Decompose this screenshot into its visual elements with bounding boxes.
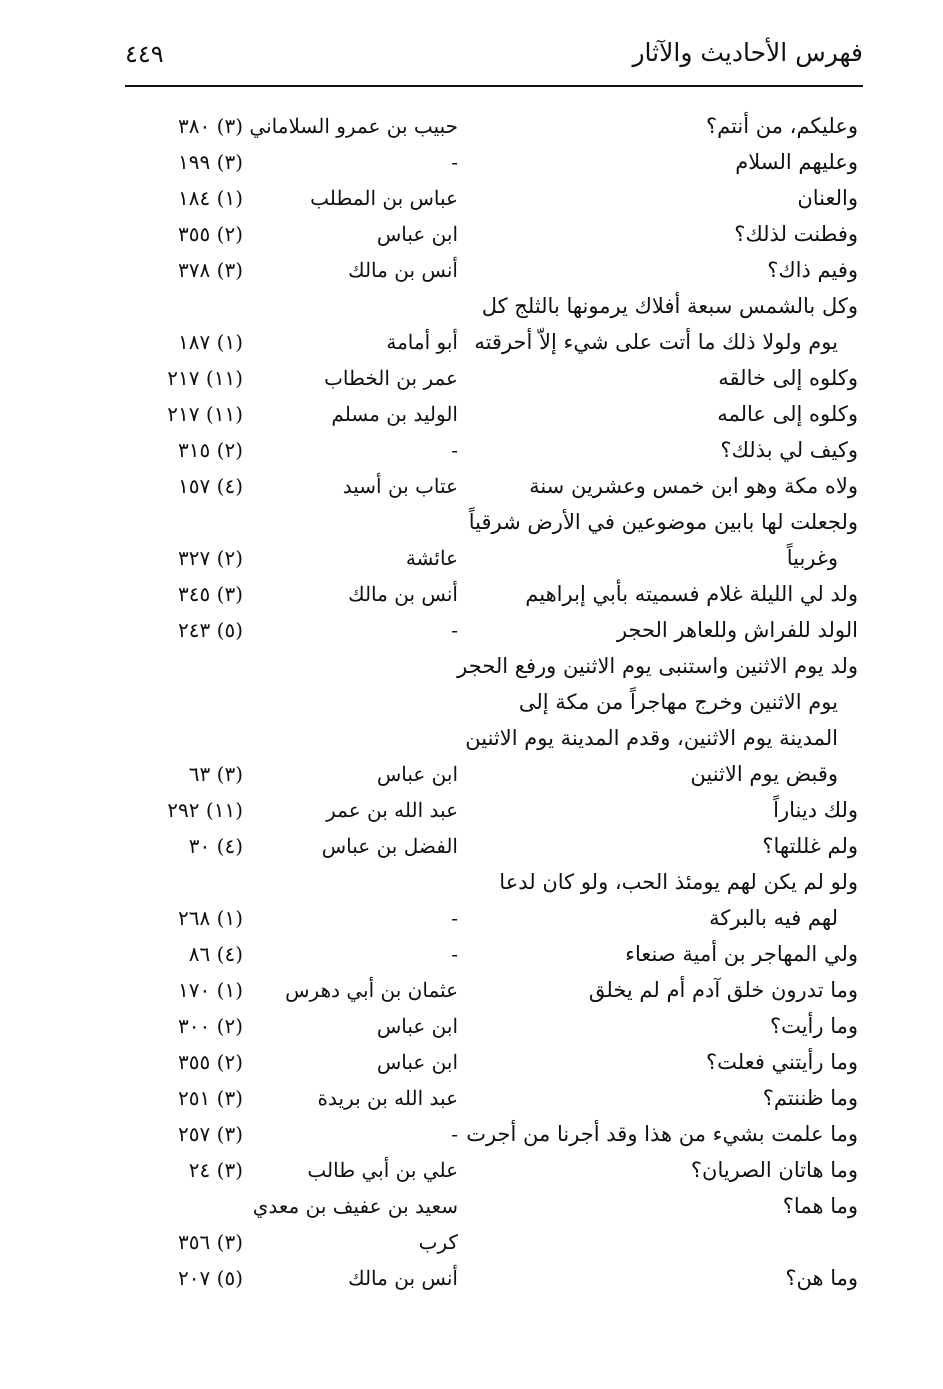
index-row [0, 216, 943, 252]
narrator: - [451, 1122, 458, 1146]
hadith-text: وما تدرون خلق آدم أم لم يخلق [588, 978, 858, 1002]
volume-page-ref: (٣) ٣٤٥ [178, 582, 243, 606]
index-row [0, 468, 943, 504]
narrator: عثمان بن أبي دهرس [285, 978, 458, 1002]
index-row [0, 1224, 943, 1260]
index-row [0, 1260, 943, 1296]
hadith-text: لهم فيه بالبركة [709, 906, 838, 930]
index-row [0, 1116, 943, 1152]
narrator: ابن عباس [376, 762, 458, 786]
narrator: ابن عباس [376, 222, 458, 246]
volume-page-ref: (٤) ١٥٧ [178, 474, 243, 498]
volume-page-ref: (٢) ٣٠٠ [178, 1014, 243, 1038]
narrator: كرب [418, 1230, 458, 1254]
index-row [0, 144, 943, 180]
hadith-text: وما هما؟ [782, 1194, 858, 1218]
index-row [0, 180, 943, 216]
volume-page-ref: (٣) ٢٥١ [178, 1086, 243, 1110]
hadith-text: الولد للفراش وللعاهر الحجر [616, 618, 858, 642]
header-divider [125, 85, 863, 87]
hadith-text: وكيف لي بذلك؟ [720, 438, 858, 462]
volume-page-ref: (٣) ٣٨٠ [178, 114, 243, 138]
narrator: ابن عباس [376, 1050, 458, 1074]
narrator: ابن عباس [376, 1014, 458, 1038]
index-row [0, 504, 943, 540]
index-row [0, 648, 943, 684]
narrator: سعيد بن عفيف بن معدي [252, 1194, 458, 1218]
volume-page-ref: (٣) ١٩٩ [178, 150, 243, 174]
volume-page-ref: (٣) ٢٤ [188, 1158, 243, 1182]
hadith-text: وغربياً [786, 546, 838, 570]
index-row [0, 792, 943, 828]
index-row [0, 324, 943, 360]
hadith-text: وما علمت بشيء من هذا وقد أجرنا من أجرت [466, 1122, 858, 1146]
volume-page-ref: (٣) ٣٧٨ [178, 258, 243, 282]
hadith-text: وفطنت لذلك؟ [734, 222, 858, 246]
narrator: عبد الله بن بريدة [317, 1086, 458, 1110]
narrator: عمر بن الخطاب [324, 366, 458, 390]
index-row [0, 396, 943, 432]
hadith-text: وعليهم السلام [735, 150, 858, 174]
index-row [0, 1188, 943, 1224]
volume-page-ref: (١) ٢٦٨ [178, 906, 243, 930]
index-row [0, 360, 943, 396]
volume-page-ref: (١١) ٢١٧ [167, 402, 243, 426]
page-title: فهرس الأحاديث والآثار [632, 38, 863, 67]
volume-page-ref: (٣) ٣٥٦ [178, 1230, 243, 1254]
index-row [0, 864, 943, 900]
index-row [0, 612, 943, 648]
volume-page-ref: (٢) ٣٥٥ [178, 1050, 243, 1074]
narrator: أبو أمامة [386, 330, 458, 354]
volume-page-ref: (١) ١٨٧ [178, 330, 243, 354]
narrator: أنس بن مالك [348, 1266, 458, 1290]
hadith-text: ولم غللتها؟ [762, 834, 858, 858]
hadith-text: يوم ولولا ذلك ما أتت على شيء إلاّ أحرقته [474, 330, 838, 354]
index-row [0, 972, 943, 1008]
narrator: علي بن أبي طالب [307, 1158, 458, 1182]
hadith-text: وما رأيت؟ [769, 1014, 858, 1038]
volume-page-ref: (٤) ٨٦ [188, 942, 243, 966]
hadith-text: ولي المهاجر بن أمية صنعاء [625, 942, 858, 966]
hadith-text: وما هاتان الصريان؟ [690, 1158, 858, 1182]
hadith-text: وما رأيتني فعلت؟ [705, 1050, 858, 1074]
page-number: ٤٤٩ [125, 40, 164, 68]
volume-page-ref: (٣) ٦٣ [188, 762, 243, 786]
index-row [0, 288, 943, 324]
narrator: - [451, 942, 458, 966]
volume-page-ref: (١١) ٢٩٢ [167, 798, 243, 822]
narrator: عتاب بن أسيد [342, 474, 458, 498]
narrator: الفضل بن عباس [321, 834, 458, 858]
index-row [0, 576, 943, 612]
hadith-text: وما ظننتم؟ [762, 1086, 858, 1110]
hadith-text: وكل بالشمس سبعة أفلاك يرمونها بالثلج كل [481, 294, 858, 318]
hadith-text: ولو لم يكن لهم يومئذ الحب، ولو كان لدعا [499, 870, 858, 894]
volume-page-ref: (٤) ٣٠ [188, 834, 243, 858]
narrator: عباس بن المطلب [310, 186, 458, 210]
volume-page-ref: (١) ١٧٠ [178, 978, 243, 1002]
narrator: حبيب بن عمرو السلاماني [249, 114, 458, 138]
hadith-text: وقبض يوم الاثنين [690, 762, 838, 786]
hadith-text: وكلوه إلى خالقه [718, 366, 858, 390]
hadith-text: وعليكم، من أنتم؟ [705, 114, 858, 138]
narrator: - [451, 438, 458, 462]
volume-page-ref: (١١) ٢١٧ [167, 366, 243, 390]
index-row [0, 1080, 943, 1116]
narrator: الوليد بن مسلم [331, 402, 458, 426]
index-row [0, 828, 943, 864]
hadith-text: وكلوه إلى عالمه [717, 402, 858, 426]
hadith-text: ولد يوم الاثنين واستنبى يوم الاثنين ورفع الحجر [457, 654, 858, 678]
hadith-text: ولد لي الليلة غلام فسميته بأبي إبراهيم [525, 582, 858, 606]
narrator: عبد الله بن عمر [326, 798, 458, 822]
index-row [0, 684, 943, 720]
volume-page-ref: (٣) ٢٥٧ [178, 1122, 243, 1146]
index-row [0, 1008, 943, 1044]
hadith-text: المدينة يوم الاثنين، وقدم المدينة يوم الاثنين [465, 726, 838, 750]
hadith-text: وفيم ذاك؟ [767, 258, 858, 282]
index-row [0, 108, 943, 144]
volume-page-ref: (١) ١٨٤ [178, 186, 243, 210]
narrator: - [451, 150, 458, 174]
hadith-text: ولجعلت لها بابين موضوعين في الأرض شرقياً [468, 510, 858, 534]
index-row [0, 756, 943, 792]
narrator: - [451, 906, 458, 930]
index-list [0, 108, 943, 1296]
index-row [0, 1152, 943, 1188]
index-row [0, 432, 943, 468]
volume-page-ref: (٥) ٢٤٣ [178, 618, 243, 642]
volume-page-ref: (٢) ٣٥٥ [178, 222, 243, 246]
page-header [125, 38, 863, 84]
index-row [0, 720, 943, 756]
hadith-text: ولاه مكة وهو ابن خمس وعشرين سنة [529, 474, 858, 498]
index-row [0, 936, 943, 972]
index-row [0, 540, 943, 576]
volume-page-ref: (٢) ٣١٥ [178, 438, 243, 462]
hadith-text: ولك ديناراً [773, 798, 858, 822]
hadith-text: يوم الاثنين وخرج مهاجراً من مكة إلى [518, 690, 838, 714]
index-row [0, 252, 943, 288]
index-row [0, 1044, 943, 1080]
volume-page-ref: (٥) ٢٠٧ [178, 1266, 243, 1290]
narrator: أنس بن مالك [348, 582, 458, 606]
hadith-text: والعنان [797, 186, 858, 210]
volume-page-ref: (٢) ٣٢٧ [178, 546, 243, 570]
narrator: عائشة [405, 546, 458, 570]
narrator: - [451, 618, 458, 642]
hadith-text: وما هن؟ [785, 1266, 858, 1290]
index-row [0, 900, 943, 936]
narrator: أنس بن مالك [348, 258, 458, 282]
